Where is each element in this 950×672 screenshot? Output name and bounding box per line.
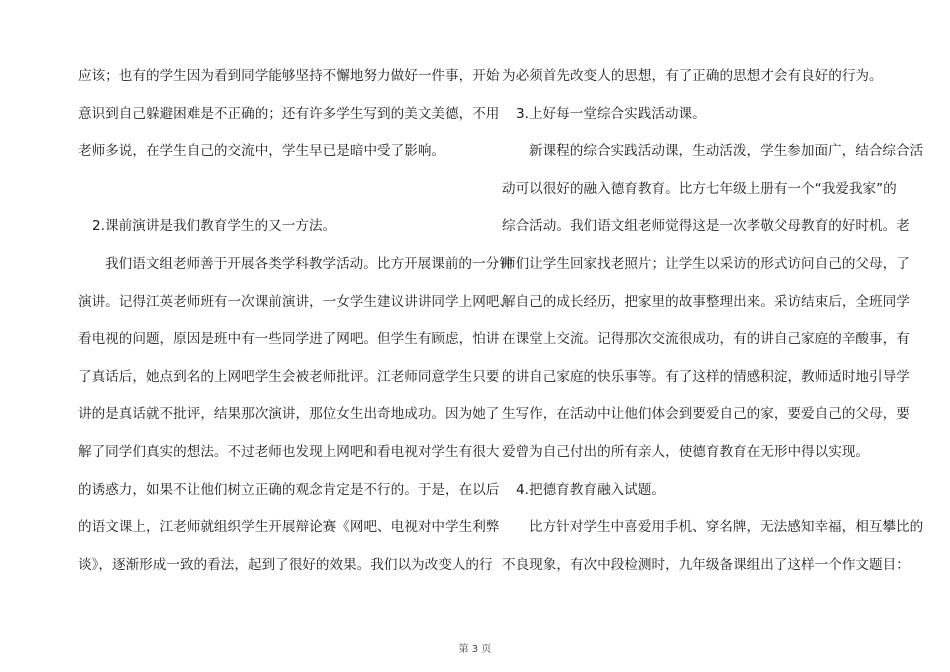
paragraph-gap: [78, 175, 473, 213]
paragraph-line: 看电视的问题，原因是班中有一些同学进了网吧。但学生有顾虑，怕讲: [78, 331, 500, 348]
paragraph-line: 新课程的综合实践活动课，生动活泼，学生参加面广，结合综合活: [529, 143, 924, 160]
paragraph-line: 综合活动。我们语文组老师觉得这是一次孝敬父母教育的好时机。老: [502, 218, 910, 235]
section-heading: 3.上好每一堂综合实践活动课。: [516, 105, 706, 122]
paragraph-line: 应该；也有的学生因为看到同学能够坚持不懈地努力做好一件事，开始: [78, 68, 500, 84]
paragraph-line: 为必须首先改变人的思想，有了正确的思想才会有良好的行为。: [502, 68, 883, 84]
section-heading: 2.课前演讲是我们教育学生的又一方法。: [92, 218, 337, 235]
paragraph-line: 生写作，在活动中让他们体会到要爱自己的家，要爱自己的父母，要: [502, 406, 910, 423]
paragraph-line: 爱曾为自己付出的所有亲人，使德育教育在无形中得以实现。: [502, 443, 870, 460]
paragraph-line: 演讲。记得江英老师班有一次课前演讲，一女学生建议讲讲同学上网吧、: [78, 293, 513, 310]
paragraph-line: 的语文课上，江老师就组织学生开展辩论赛《网吧、电视对中学生利弊: [78, 519, 500, 536]
paragraph-line: 不良现象，有次中段检测时，九年级备课组出了这样一个作文题目：: [502, 556, 910, 573]
right-column: [502, 62, 924, 588]
paragraph-line: 在课堂上交流。记得那次交流很成功，有的讲自己家庭的辛酸事，有: [502, 331, 910, 348]
paragraph-line: 我们语文组老师善于开展各类学科教学活动。比方开展课前的一分钟: [105, 255, 513, 272]
paragraph-line: 讲的是真话就不批评，结果那次演讲，那位女生出奇地成功。因为她了: [78, 406, 500, 423]
paragraph-line: 解了同学们真实的想法。不过老师也发现上网吧和看电视对学生有很大: [78, 443, 500, 460]
paragraph-line: 的诱惑力，如果不让他们树立正确的观念肯定是不行的。于是，在以后: [78, 481, 500, 498]
paragraph-line: 意识到自己躲避困难是不正确的；还有许多学生写到的美文美德，不用: [78, 105, 500, 122]
paragraph-line: 老师多说，在学生自己的交流中，学生早已是暗中受了影响。: [78, 143, 446, 160]
paragraph-line: 的讲自己家庭的快乐事等。有了这样的情感积淀，教师适时地引导学: [502, 368, 910, 385]
left-column: [78, 62, 513, 588]
paragraph-line: 动可以很好的融入德育教育。比方七年级上册有一个“我爱我家”的: [502, 180, 897, 197]
paragraph-line: 师们让学生回家找老照片；让学生以采访的形式访问自己的父母，了: [502, 255, 910, 272]
paragraph-line: 了真话后，她点到名的上网吧学生会被老师批评。江老师同意学生只要: [78, 368, 500, 385]
paragraph-line: 解自己的成长经历，把家里的故事整理出来。采访结束后，全班同学: [502, 293, 910, 310]
page-number: 第 3 页: [458, 644, 492, 655]
section-heading: 4.把德育教育融入试题。: [516, 481, 665, 498]
paragraph-line: 谈》，逐渐形成一致的看法，起到了很好的效果。我们以为改变人的行: [78, 556, 493, 573]
paragraph-line: 比方针对学生中喜爱用手机、穿名牌，无法感知幸福，相互攀比的: [529, 519, 924, 536]
